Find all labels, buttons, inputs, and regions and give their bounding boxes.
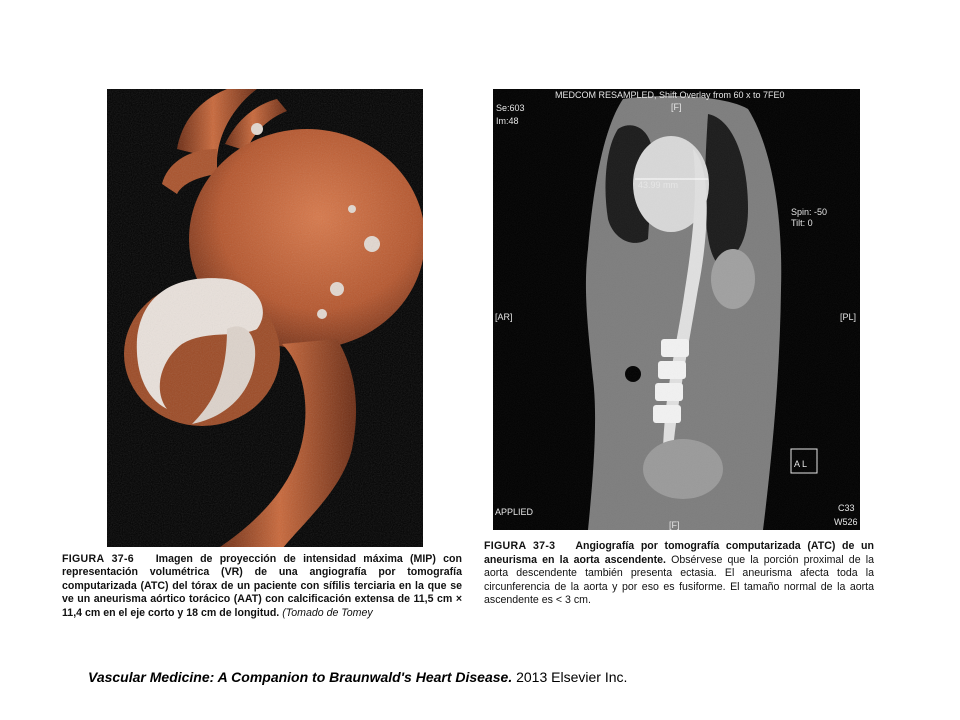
vr-aneurysm-image	[107, 89, 423, 547]
figure-title: Angiografía por tomografía computarizada (ATC) de un aneurisma en la aorta ascendente.	[484, 540, 874, 566]
ct-window-width: W526	[834, 517, 858, 527]
ct-left-marker: [AR]	[495, 312, 513, 322]
ct-tilt-text: Tilt: 0	[791, 218, 813, 228]
right-figure-caption	[484, 540, 874, 608]
ct-right-marker: [PL]	[840, 312, 857, 322]
ct-sagittal-image	[493, 89, 860, 530]
figure-label: FIGURA 37-6	[62, 553, 134, 565]
ct-bottom-marker: [F]	[669, 520, 680, 530]
ct-spin-text: Spin: -50	[791, 207, 828, 217]
ct-window-center: C33	[838, 503, 855, 513]
left-figure-caption	[62, 553, 462, 620]
ct-image-text: Im:48	[496, 116, 519, 126]
ct-measurement-label: 43.99 mm	[638, 180, 679, 190]
ct-bottom-left-text: APPLIED	[495, 507, 534, 517]
vr-aneurysm-illustration	[107, 89, 423, 547]
texture-overlay	[107, 89, 423, 547]
book-citation	[88, 669, 627, 685]
orientation-box-label: A L	[794, 459, 808, 469]
publisher: 2013 Elsevier Inc.	[516, 669, 628, 685]
figure-label: FIGURA 37-3	[484, 540, 556, 552]
book-title: Vascular Medicine: A Companion to Braunwald's Heart Disease.	[88, 669, 513, 685]
ct-sagittal-illustration	[493, 89, 860, 530]
ct-series-text: Se:603	[496, 103, 525, 113]
figure-source: (Tomado de Tomey	[282, 606, 373, 619]
ct-top-marker: [F]	[671, 102, 682, 112]
ct-header-text: MEDCOM RESAMPLED, Shift Overlay from 60 x to 7FE0	[555, 90, 785, 100]
figure-body: Obsérvese que la porción proximal de la aorta descendente también presenta ectasia. El aneurisma afecta toda la circunferencia de la aorta y por eso es fusiforme. El tamaño normal de la aorta ascendente es < 3 cm.	[484, 553, 874, 607]
figure-title: Imagen de proyección de intensidad máxima (MIP) con representación volumétrica (VR) de una angiografía por tomografía computarizada (ATC) del tórax de un paciente con sífilis terciaria en la que se ve un aneurisma aórtico torácico (AAT) con calcificación extensa de 11,5 cm × 11,4 cm en el eje corto y 18 cm de longitud.	[62, 553, 462, 619]
